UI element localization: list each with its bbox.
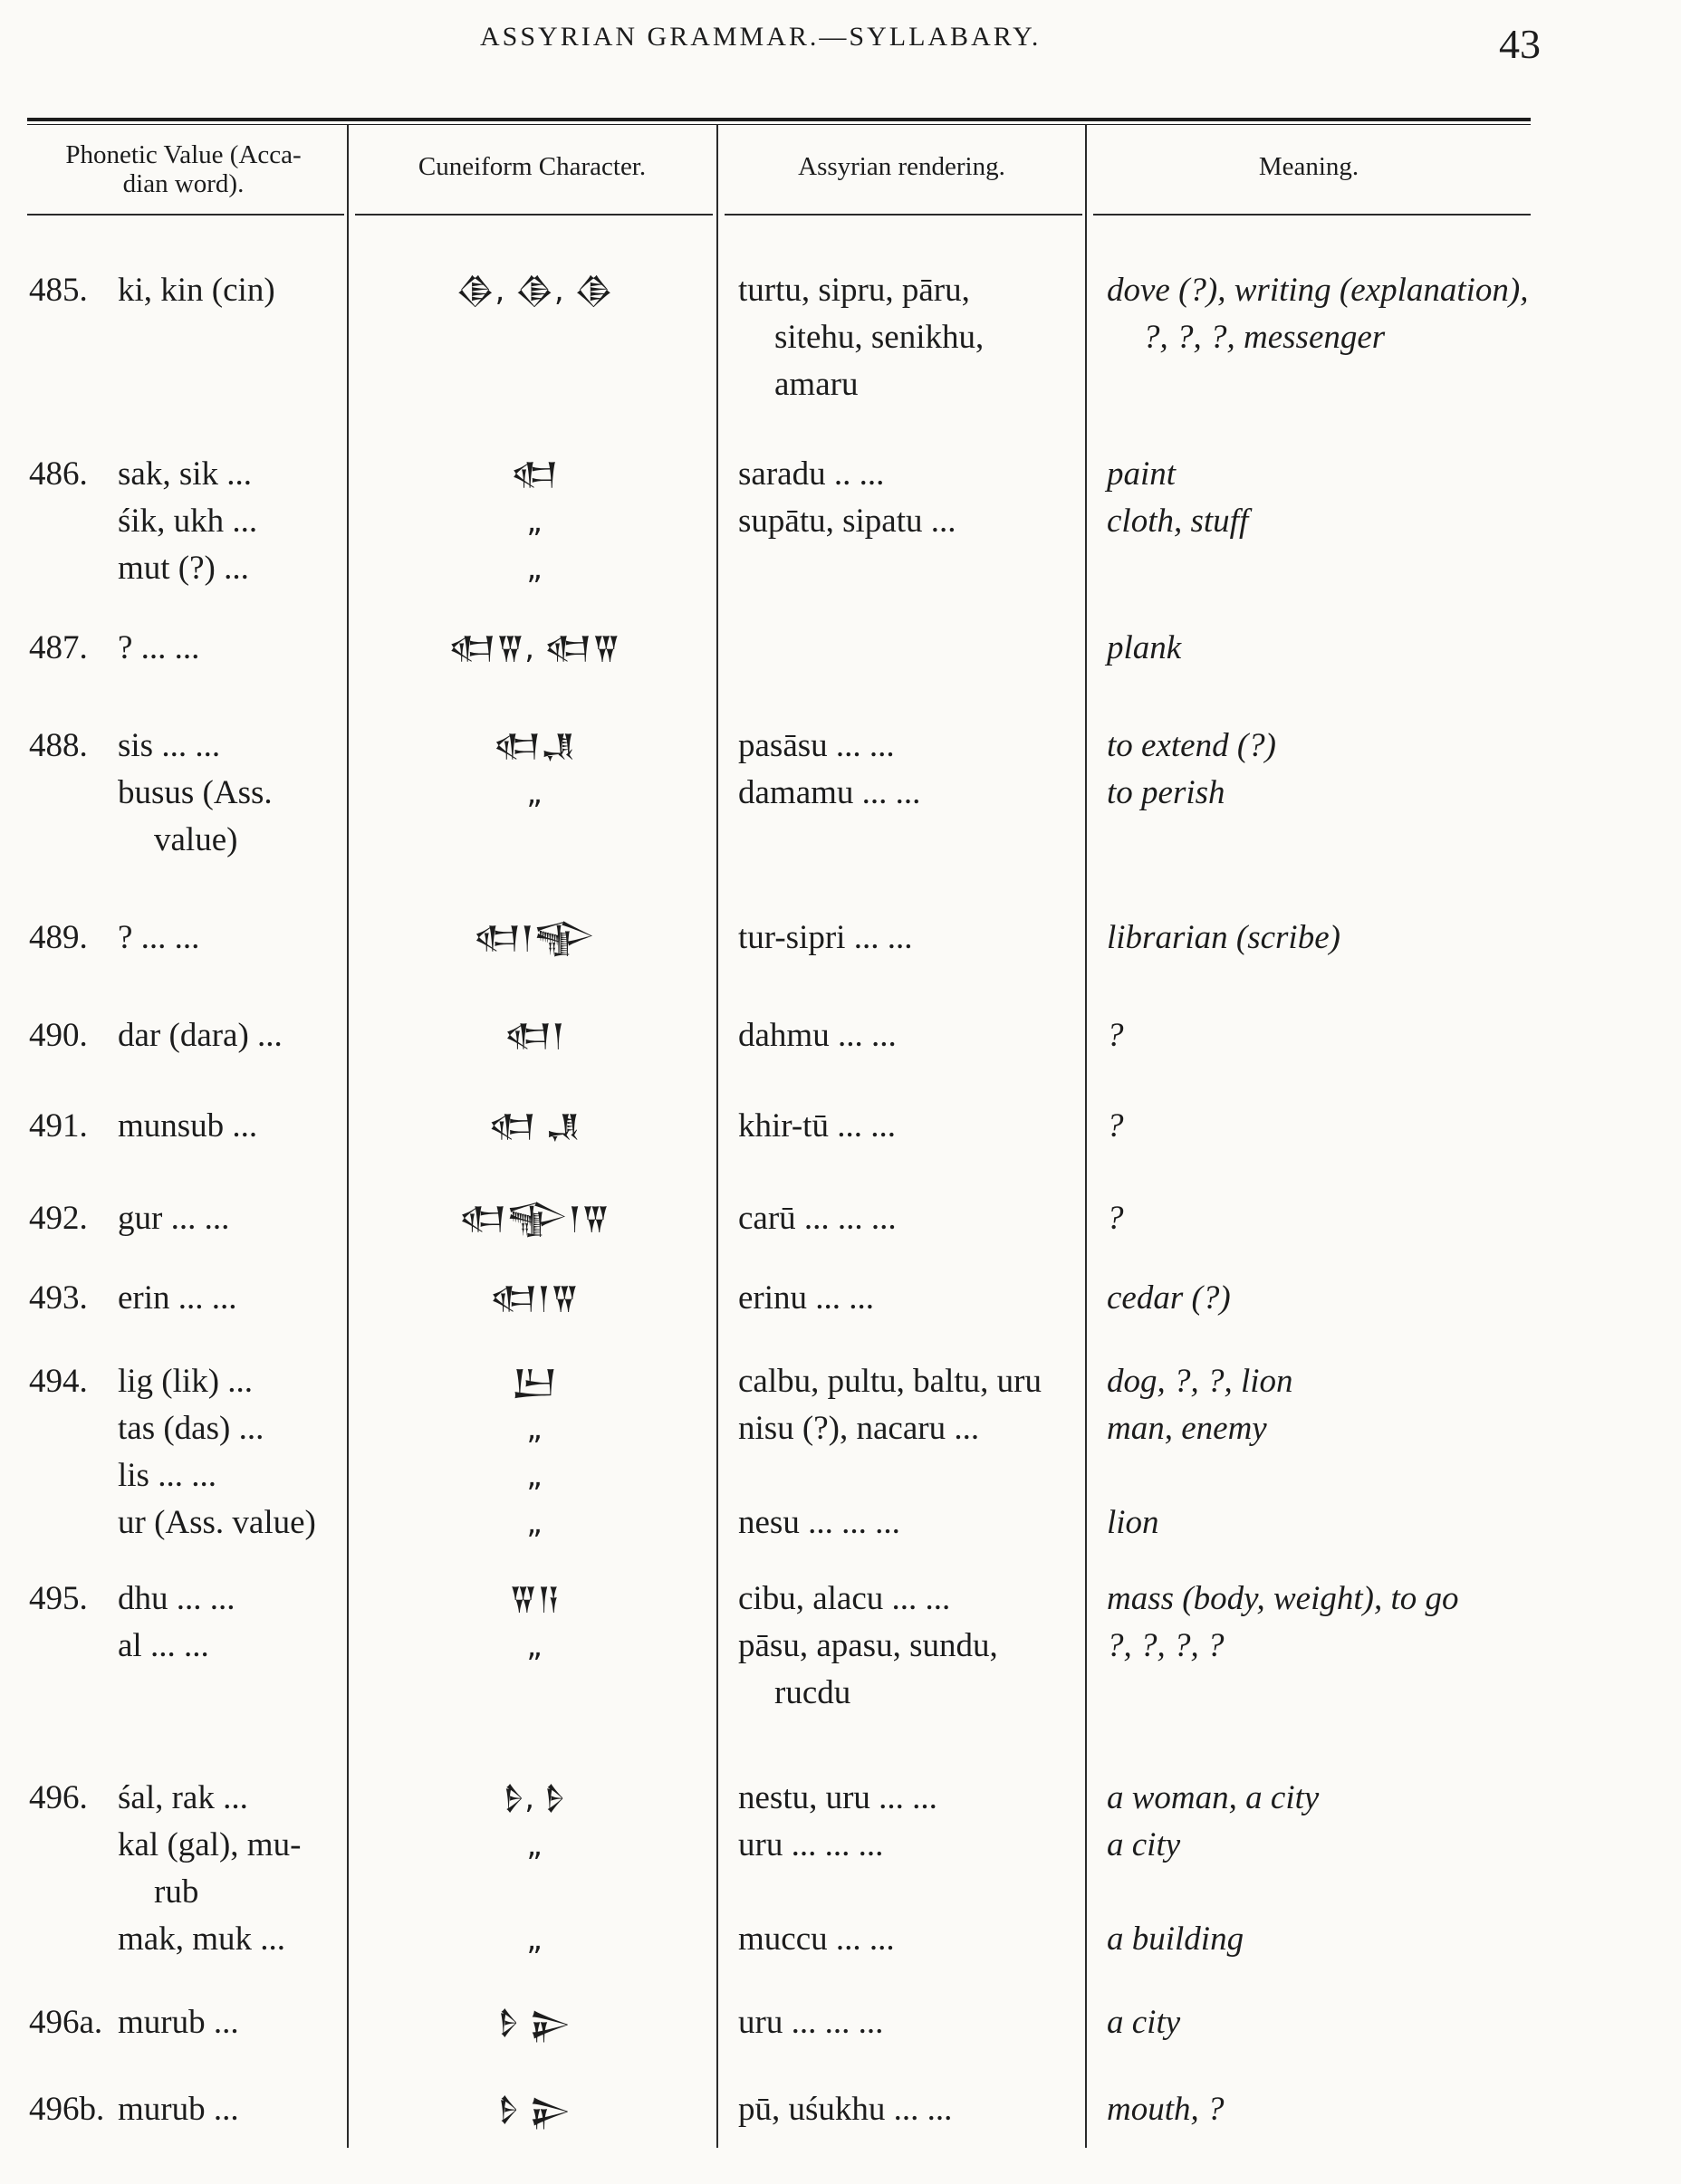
phonetic-value-line: dar (dara) ... <box>118 1017 283 1054</box>
phonetic-value <box>118 1195 326 1242</box>
phonetic-value <box>118 625 326 672</box>
phonetic-value-line: erin ... ... <box>118 1279 237 1317</box>
entry-number: 486. <box>29 455 88 493</box>
entry-number: 493. <box>29 1279 88 1317</box>
assyrian-rendering-line: supātu, sipatu ... <box>738 503 956 540</box>
cuneiform-character <box>349 1275 720 1322</box>
entry-number: 494. <box>29 1363 88 1400</box>
meaning-line: librarian (scribe) <box>1107 919 1340 956</box>
meaning <box>1107 1275 1532 1322</box>
header-rule <box>1093 214 1531 216</box>
assyrian-rendering <box>738 1103 1064 1150</box>
meaning-line: ? <box>1107 1107 1124 1145</box>
assyrian-rendering-line: uru ... ... ... <box>738 1826 884 1863</box>
entry-number: 492. <box>29 1200 88 1237</box>
assyrian-rendering <box>738 1358 1064 1547</box>
assyrian-rendering-line: carū ... ... ... <box>738 1200 897 1237</box>
cuneiform-character-line: 𒊕𒊍𒁹𒐊 <box>458 1201 610 1237</box>
phonetic-value-line: busus (Ass. <box>118 774 273 811</box>
phonetic-value-line: ur (Ass. value) <box>118 1504 316 1541</box>
phonetic-value <box>118 1999 326 2046</box>
meaning <box>1107 1195 1532 1242</box>
phonetic-value-line: murub ... <box>118 2004 239 2041</box>
phonetic-value-line: dhu ... ... <box>118 1580 235 1617</box>
phonetic-value-line: value) <box>154 821 238 858</box>
cuneiform-character-line: „ <box>526 1921 543 1958</box>
assyrian-rendering-line: sitehu, senikhu, <box>774 319 985 356</box>
assyrian-rendering-line: muccu ... ... <box>738 1921 895 1958</box>
entry-number: 496b. <box>29 2091 105 2128</box>
cuneiform-character-line: 𒊩 𒉌 <box>497 2092 572 2128</box>
cuneiform-character <box>349 625 720 672</box>
phonetic-value-line: mut (?) ... <box>118 550 249 587</box>
assyrian-rendering-line: erinu ... ... <box>738 1279 875 1317</box>
phonetic-value <box>118 451 326 592</box>
page-number: 43 <box>1499 21 1541 67</box>
meaning <box>1107 915 1532 962</box>
entry-number: 496a. <box>29 2004 103 2041</box>
cuneiform-character <box>349 915 720 962</box>
cuneiform-character-line: 𒊕𒁹 <box>504 1018 565 1054</box>
cuneiform-character-line <box>349 1869 720 1916</box>
assyrian-rendering-line: nisu (?), nacaru ... <box>738 1410 980 1447</box>
assyrian-rendering-line: turtu, sipru, pāru, <box>738 272 970 309</box>
meaning-line: paint <box>1107 455 1177 493</box>
entry-number: 496. <box>29 1779 88 1816</box>
running-head: ASSYRIAN GRAMMAR.—SYLLABARY. <box>480 22 1042 52</box>
assyrian-rendering <box>738 915 1064 962</box>
cuneiform-character <box>349 723 720 817</box>
column-divider <box>1085 124 1087 2148</box>
phonetic-value-line: murub ... <box>118 2091 239 2128</box>
phonetic-value <box>118 1103 326 1150</box>
cuneiform-character-line: 𒊩 𒉌 <box>497 2005 572 2041</box>
meaning <box>1107 451 1532 545</box>
assyrian-rendering-line: pū, uśukhu ... ... <box>738 2091 953 2128</box>
cuneiform-character-line: „ <box>526 503 543 540</box>
assyrian-rendering <box>738 1576 1064 1717</box>
meaning-line: to extend (?) <box>1107 727 1276 764</box>
meaning <box>1107 625 1532 672</box>
phonetic-value <box>118 267 326 314</box>
column-header-cuneiform: Cuneiform Character. <box>418 152 647 181</box>
assyrian-rendering-line: dahmu ... ... <box>738 1017 897 1054</box>
assyrian-rendering <box>738 1999 1064 2046</box>
meaning <box>1107 1576 1532 1670</box>
cuneiform-character-line: „ <box>526 1505 543 1541</box>
assyrian-rendering <box>738 267 1064 408</box>
meaning-line: cloth, stuff <box>1107 503 1249 540</box>
assyrian-rendering <box>738 723 1064 817</box>
meaning-line: dog, ?, ?, lion <box>1107 1363 1293 1400</box>
cuneiform-character <box>349 1358 720 1547</box>
meaning <box>1107 1012 1532 1059</box>
phonetic-value-line: kal (gal), mu- <box>118 1826 302 1863</box>
cuneiform-character <box>349 1195 720 1242</box>
header-rule <box>27 214 344 216</box>
meaning-line: mouth, ? <box>1107 2091 1225 2128</box>
phonetic-value-line: sis ... ... <box>118 727 221 764</box>
assyrian-rendering-line: damamu ... ... <box>738 774 921 811</box>
meaning <box>1107 1358 1532 1547</box>
phonetic-value-line: lis ... ... <box>118 1457 216 1494</box>
phonetic-value-line: śal, rak ... <box>118 1779 248 1816</box>
meaning-line: dove (?), writing (explanation), <box>1107 272 1529 309</box>
assyrian-rendering <box>738 1195 1064 1242</box>
cuneiform-character-line: 𒊕𒐊, 𒊕𒐊 <box>447 630 621 666</box>
phonetic-value <box>118 1576 326 1670</box>
meaning-line: cedar (?) <box>1107 1279 1231 1317</box>
assyrian-rendering <box>738 451 1064 545</box>
assyrian-rendering-line: pāsu, apasu, sundu, <box>738 1627 998 1664</box>
meaning-line: ?, ?, ?, messenger <box>1143 319 1386 356</box>
meaning-line: a city <box>1107 1826 1181 1863</box>
cuneiform-character-line: 𒊕 𒂗 <box>488 1108 581 1145</box>
header-rule <box>725 214 1082 216</box>
meaning-line: a building <box>1107 1921 1244 1958</box>
phonetic-value <box>118 1775 326 1963</box>
meaning-line: lion <box>1107 1504 1159 1541</box>
phonetic-value-line: ? ... ... <box>118 629 200 666</box>
cuneiform-character-line: „ <box>526 1458 543 1494</box>
cuneiform-character <box>349 1103 720 1150</box>
cuneiform-character <box>349 1775 720 1963</box>
cuneiform-character-line: 𒌨 <box>512 1364 557 1400</box>
assyrian-rendering <box>738 1275 1064 1322</box>
entry-number: 490. <box>29 1017 88 1054</box>
assyrian-rendering-line: cibu, alacu ... ... <box>738 1580 951 1617</box>
meaning <box>1107 267 1532 361</box>
assyrian-rendering-line <box>738 1452 1064 1499</box>
assyrian-rendering-line: amaru <box>774 366 859 403</box>
phonetic-value-line: mak, muk ... <box>118 1921 285 1958</box>
cuneiform-character-line: 𒊕𒁹𒐊 <box>489 1280 580 1317</box>
assyrian-rendering <box>738 1775 1064 1963</box>
meaning <box>1107 723 1532 817</box>
assyrian-rendering-line: tur-sipri ... ... <box>738 919 913 956</box>
column-header-assyrian: Assyrian rendering. <box>798 152 1005 181</box>
phonetic-value-line: ? ... ... <box>118 919 200 956</box>
cuneiform-character <box>349 2086 720 2133</box>
column-header-meaning: Meaning. <box>1258 152 1359 181</box>
phonetic-value-line: munsub ... <box>118 1107 258 1145</box>
cuneiform-character-line: „ <box>526 775 543 811</box>
cuneiform-character-line: „ <box>526 1827 543 1863</box>
meaning <box>1107 1103 1532 1150</box>
top-rule-thin <box>27 124 1531 125</box>
cuneiform-character-line: 𒊕𒁹𒊍 <box>473 920 596 956</box>
phonetic-value-line: lig (lik) ... <box>118 1363 254 1400</box>
cuneiform-character <box>349 1012 720 1059</box>
meaning-line: a woman, a city <box>1107 1779 1320 1816</box>
entry-number: 488. <box>29 727 88 764</box>
cuneiform-character-line: 𒐊𒀀 <box>508 1581 561 1617</box>
meaning-line: plank <box>1107 629 1182 666</box>
meaning-line: ?, ?, ?, ? <box>1107 1627 1225 1664</box>
entry-number: 489. <box>29 919 88 956</box>
cuneiform-character-line: 𒊩, 𒊩 <box>503 1780 566 1816</box>
cuneiform-character-line: „ <box>526 1628 543 1664</box>
meaning-line: mass (body, weight), to go <box>1107 1580 1459 1617</box>
meaning-line: ? <box>1107 1017 1124 1054</box>
meaning-line: man, enemy <box>1107 1410 1267 1447</box>
cuneiform-character <box>349 1576 720 1670</box>
assyrian-rendering-line: uru ... ... ... <box>738 2004 884 2041</box>
cuneiform-character <box>349 267 720 314</box>
assyrian-rendering <box>738 1012 1064 1059</box>
phonetic-value-line: sak, sik ... <box>118 455 252 493</box>
phonetic-value-line: rub <box>154 1873 199 1911</box>
cuneiform-character-line: „ <box>526 551 543 587</box>
top-rule <box>27 118 1531 121</box>
entry-number: 491. <box>29 1107 88 1145</box>
phonetic-value <box>118 2086 326 2133</box>
meaning <box>1107 1999 1532 2046</box>
assyrian-rendering-line: pasāsu ... ... <box>738 727 895 764</box>
meaning-line <box>1107 1452 1532 1499</box>
column-header-phonetic <box>27 140 340 198</box>
assyrian-rendering-line: nesu ... ... ... <box>738 1504 900 1541</box>
meaning <box>1107 2086 1532 2133</box>
meaning-line: a city <box>1107 2004 1181 2041</box>
assyrian-rendering-line: nestu, uru ... ... <box>738 1779 937 1816</box>
cuneiform-character-line: 𒊕 <box>510 456 559 493</box>
phonetic-value-line: gur ... ... <box>118 1200 230 1237</box>
meaning <box>1107 1775 1532 1963</box>
meaning-line: ? <box>1107 1200 1124 1237</box>
entry-number: 495. <box>29 1580 88 1617</box>
assyrian-rendering-line: calbu, pultu, baltu, uru <box>738 1363 1042 1400</box>
assyrian-rendering-line: rucdu <box>774 1674 851 1711</box>
phonetic-value-line: śik, ukh ... <box>118 503 258 540</box>
entry-number: 487. <box>29 629 88 666</box>
phonetic-value <box>118 915 326 962</box>
phonetic-value <box>118 1275 326 1322</box>
phonetic-value <box>118 1012 326 1059</box>
cuneiform-character-line: 𒆠, 𒆠, 𒆠 <box>455 273 614 309</box>
phonetic-value <box>118 1358 326 1547</box>
assyrian-rendering <box>738 2086 1064 2133</box>
phonetic-value-line: tas (das) ... <box>118 1410 264 1447</box>
assyrian-rendering-line <box>738 1869 1064 1916</box>
cuneiform-character <box>349 1999 720 2046</box>
phonetic-value <box>118 723 326 864</box>
header-rule <box>355 214 713 216</box>
entry-number: 485. <box>29 272 88 309</box>
phonetic-value-line: ki, kin (cin) <box>118 272 275 309</box>
meaning-line: to perish <box>1107 774 1225 811</box>
assyrian-rendering-line: saradu .. ... <box>738 455 885 493</box>
assyrian-rendering-line: khir-tū ... ... <box>738 1107 896 1145</box>
cuneiform-character-line: 𒊕𒂗 <box>493 728 576 764</box>
cuneiform-character-line: „ <box>526 1411 543 1447</box>
meaning-line <box>1107 1869 1532 1916</box>
column-header-phonetic-line1: Phonetic Value (Acca- <box>65 140 302 169</box>
column-header-phonetic-line2: dian word). <box>122 169 245 198</box>
phonetic-value-line: al ... ... <box>118 1627 209 1664</box>
cuneiform-character <box>349 451 720 592</box>
